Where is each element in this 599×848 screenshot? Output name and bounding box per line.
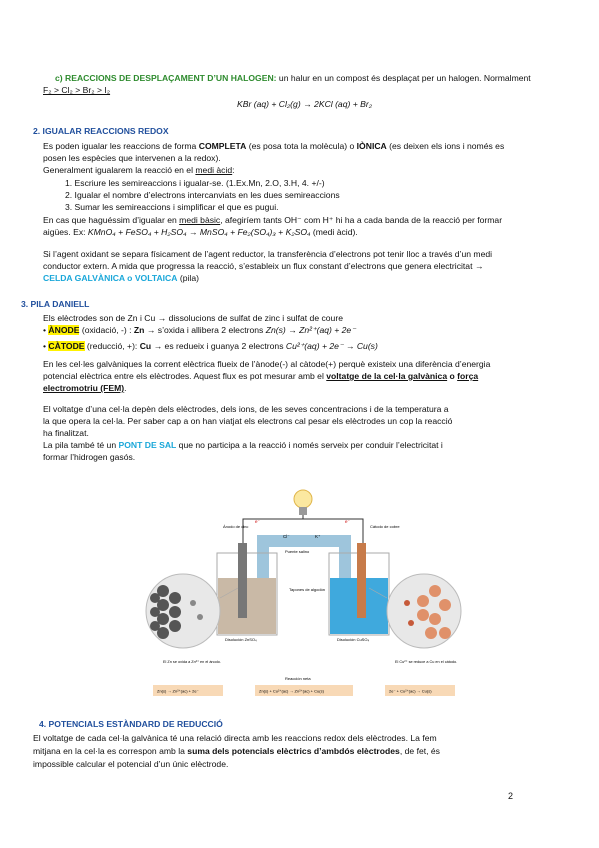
- sec2-p2: [43, 165, 235, 176]
- electron-left-label: e⁻: [255, 519, 260, 524]
- text-span: Es poden igualar les reaccions de forma: [43, 141, 199, 151]
- text-span: (reducció, +):: [84, 341, 140, 351]
- sec3-p2-line2: la que opera la cel·la. Per saber cap a on han viatjat els electrons cal pesar els elèctrodes un cop la reacció: [43, 416, 453, 426]
- voltage-term: voltatge de la cel·la galvànica: [326, 371, 448, 381]
- sec2-p4-line1: Si l’agent oxidant se separa físicament de l’agent reductor, la transferència d’electrons pot tenir lloc a través d’un medi: [43, 249, 493, 259]
- medi-acid-term: medi àcid: [195, 165, 233, 175]
- eq-left-text: Zn(s) → Zn²⁺(ac) + 2e⁻: [157, 688, 199, 694]
- text-span: que no participa a la reacció i només serveix per conduir l’electricitat i: [176, 440, 443, 450]
- sec4-line3: impossible calcular el potencial d’un únic elèctrode.: [33, 759, 229, 769]
- sec2-p4-line3: [43, 273, 199, 284]
- text-span: (oxidació, -) :: [79, 325, 134, 335]
- text-span: En cas que haguéssim d’igualar en: [43, 215, 180, 225]
- cathode-label: CÀTODE: [48, 341, 85, 351]
- text-span: aigües. Ex:: [43, 227, 88, 237]
- completa-term: COMPLETA: [198, 141, 247, 151]
- cu-term: Cu: [139, 341, 152, 351]
- sum-potentials-term: suma dels potencials elèctrics d’ambdós elèctrodes: [187, 746, 400, 756]
- text-span: → s’oxida i allibera 2 electrons: [144, 325, 266, 335]
- copper-electrode: [357, 543, 366, 618]
- eq-mid-text: Zn(s) + Cu²⁺(ac) → Zn²⁺(ac) + Cu(s): [259, 688, 324, 694]
- text-span: (medi àcid).: [310, 227, 358, 237]
- sec-c-line1: [55, 73, 531, 84]
- text-span: (es deixen els ions i només es: [386, 141, 505, 151]
- text-span: o: [447, 371, 458, 381]
- sol-cuso4-label: Disolución CuSO₄: [337, 637, 370, 642]
- text-span: → es redueix i guanya 2 electrons: [151, 341, 286, 351]
- zinc-electrode: [238, 543, 247, 618]
- bullet: •: [43, 341, 49, 351]
- ionica-term: IÒNICA: [356, 141, 387, 151]
- sec3-p1-line2: [43, 371, 478, 382]
- medi-basic-term: medi bàsic: [179, 215, 221, 225]
- cotton-plugs-label: Tapones de algodón: [289, 587, 326, 592]
- zoom-left-caption: El Zn se oxida a Zn²⁺ en el ánodo.: [163, 660, 221, 664]
- electron-right-label: e⁻: [345, 519, 350, 524]
- zn-term: Zn: [133, 325, 145, 335]
- ion-k-label: K⁺: [315, 534, 321, 539]
- daniell-cell-figure: [145, 483, 462, 703]
- sec2-p1-line2: posen les espècies que intervenen a la redox).: [43, 153, 221, 163]
- section-4-heading: 4. POTENCIALS ESTÀNDARD DE REDUCCIÓ: [39, 719, 223, 729]
- section-2-heading: 2. IGUALAR REACCIONS REDOX: [33, 126, 169, 136]
- sec3-p3-line1: [43, 440, 443, 451]
- zoom-right-caption: El Cu²⁺ se reduce a Cu en el cátodo.: [395, 660, 458, 664]
- sec-c-label: c) REACCIONS DE DESPLAÇAMENT D’UN HALOGEN:: [55, 73, 277, 83]
- anode-equation: Zn(s) → Zn²⁺(aq) + 2e⁻: [265, 325, 356, 335]
- text-span: (es posa tota la molècula) o: [246, 141, 357, 151]
- anode-zn-label: Ánodo de cinc: [223, 524, 249, 529]
- text-span: :: [232, 165, 235, 175]
- sec2-p1-line1: [43, 141, 504, 152]
- page-number: 2: [508, 791, 514, 801]
- sec2-p3-line2: [43, 227, 358, 238]
- sec3-p2-line1: El voltatge d’una cel·la depèn dels elèctrodes, dels ions, de les seves concentracions i de la temperatura a: [43, 404, 449, 414]
- text-span: , de fet, és: [399, 746, 440, 756]
- halogen-order: F₂ > Cl₂ > Br₂ > I₂: [43, 85, 111, 95]
- sec2-p4-line2: conductor extern. A mida que progressa la reacció, s’estableix un flux constant d’electrons que genera electricitat →: [43, 261, 484, 271]
- salt-bridge-label: Puente salino: [285, 549, 310, 554]
- bullet: •: [43, 325, 49, 335]
- light-bulb-icon: [294, 490, 312, 515]
- sec-c-text: un halur en un compost és desplaçat per un halogen. Normalment: [276, 73, 531, 83]
- pont-de-sal-term: PONT DE SAL: [118, 440, 177, 450]
- fem-term: electromotriu (FEM): [43, 383, 125, 393]
- sec3-p1-line3: [43, 383, 127, 394]
- sol-znso4-label: Disolución ZnSO₄: [225, 637, 257, 642]
- text-span: La pila també té un: [43, 440, 119, 450]
- sec2-p3-line1: [43, 215, 502, 226]
- forca-term: força: [457, 371, 479, 381]
- step-3: 3. Sumar les semireaccions i simplificar el que es pugui.: [65, 202, 279, 212]
- section-3-heading: 3. PILA DANIELL: [21, 299, 90, 309]
- cathode-line: [43, 341, 378, 352]
- eq-right-text: 2e⁻ + Cu²⁺(ac) → Cu(s): [389, 688, 432, 694]
- sec3-p2-line3: ha finalitzat.: [43, 428, 89, 438]
- text-span: , afegiríem tants OH⁻ com H⁺ hi ha a cada banda de la reacció per formar: [220, 215, 503, 225]
- halogen-equation: KBr (aq) + Cl₂(g) → 2KCl (aq) + Br₂: [237, 99, 373, 109]
- anode-label: ÀNODE: [48, 325, 80, 335]
- cathode-equation: Cu²⁺(aq) + 2e⁻ → Cu(s): [285, 341, 378, 351]
- step-1: 1. Escriure les semireaccions i igualar-se. (1.Ex.Mn, 2.O, 3.H, 4. +/-): [65, 178, 325, 188]
- celda-galvanica-term: CELDA GALVÀNICA o VOLTAICA: [43, 273, 178, 283]
- text-span: .: [124, 383, 127, 393]
- text-span: potencial elèctrica entre els elèctrodes. Aquest flux es pot mesurar amb el: [43, 371, 327, 381]
- cathode-cu-label: Cátodo de cobre: [370, 524, 400, 529]
- sec3-p3-line2: formar l’hidrogen gasós.: [43, 452, 136, 462]
- step-2: 2. Igualar el nombre d’electrons intercanviats en les dues semireaccions: [65, 190, 340, 200]
- ion-cl-label: Cl⁻: [283, 534, 290, 539]
- sec3-line1: Els elèctrodes son de Zn i Cu → dissolucions de sulfat de zinc i sulfat de coure: [43, 313, 343, 323]
- anode-line: [43, 325, 356, 336]
- text-span: (pila): [177, 273, 199, 283]
- sec4-line1: El voltatge de cada cel·la galvànica té una relació directa amb les reaccions redox dels elèctrodes. La fem: [33, 733, 437, 743]
- sec3-p1-line1: En les cel·les galvàniques la corrent elèctrica flueix de l’ànode(-) al càtode(+) perquè existeix una diferència d’energia: [43, 359, 491, 369]
- example-equation: KMnO₄ + FeSO₄ + H₂SO₄ → MnSO₄ + Fe₂(SO₄)₃ + K₂SO₄: [87, 227, 311, 237]
- net-reaction-caption: Reacción neta: [285, 676, 311, 681]
- text-span: Generalment igualarem la reacció en el: [43, 165, 196, 175]
- sec4-line2: [33, 746, 440, 757]
- text-span: mitjana en la cel·la es correspon amb la: [33, 746, 188, 756]
